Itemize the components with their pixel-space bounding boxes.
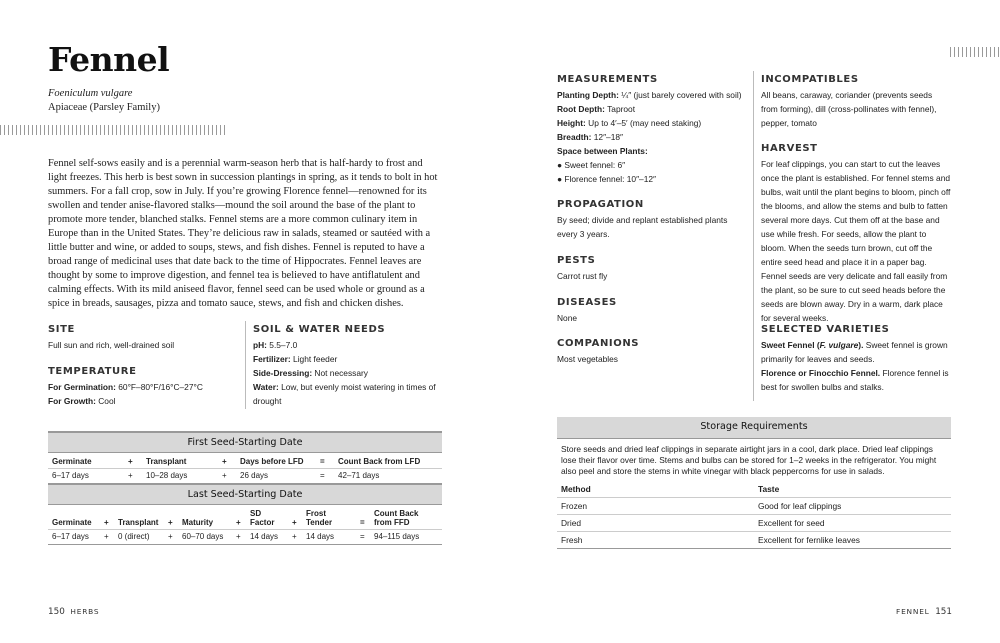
companions-text: Most vegetables — [557, 354, 618, 364]
root-depth-value: Taproot — [604, 104, 636, 114]
planting-depth-label: Planting Depth: — [557, 90, 619, 100]
variety-name: Sweet Fennel ( — [761, 340, 820, 350]
table-row — [557, 531, 951, 549]
table-header: + — [168, 518, 173, 527]
side-dressing-label: Side-Dressing: — [253, 368, 313, 378]
harvest-text: For leaf clippings, you can start to cut the leaves once the plant is established. For fennel stems and bulbs, wait until the plant begins to bloom, pinch off the blooms, and allow the stems and bulb to fatten several more days. Cut them off at the base and use while fresh. For seeds, allow the plant to bloom. When the seeds turn brown, cut off the entire seed head and place it in a paper bag. Fennel seeds are very delicate and fall easily from the plant, so be sure to cut seed heads before the seeds are blown away. Dry in a warm, dark place for several weeks. — [761, 159, 951, 323]
plant-family: Apiaceae (Parsley Family) — [48, 102, 160, 113]
variety-sweet-fennel — [761, 338, 951, 366]
spacing-label: Space between Plants: — [557, 146, 648, 156]
table-header: + — [292, 518, 297, 527]
running-section: FENNEL — [896, 607, 930, 616]
table-cell: + — [218, 468, 236, 483]
side-dressing-value: Not necessary — [312, 368, 368, 378]
incompatibles-text: All beans, caraway, coriander (prevents seeds from forming), dill (cross-pollinates with fennel), pepper, tomato — [761, 90, 937, 128]
table-header: SD Factor — [250, 509, 275, 527]
table-cell: 94–115 days — [370, 529, 442, 545]
table-header: Days before LFD — [240, 457, 304, 466]
page-number: 151 — [935, 607, 952, 617]
table-cell: 26 days — [236, 468, 316, 483]
table-header: Germinate — [52, 518, 92, 527]
soil-text — [253, 338, 441, 408]
table-cell: + — [100, 529, 114, 545]
page-number: 150 — [48, 607, 65, 617]
taste-cell: Excellent for fernlike leaves — [758, 535, 860, 545]
tick-ornament-right — [950, 47, 1000, 57]
variety-florence-fennel — [761, 366, 951, 394]
last-seed-table — [48, 483, 442, 545]
companions-heading: COMPANIONS — [557, 338, 640, 349]
variety-latin: F. vulgare — [819, 340, 859, 350]
table-cell: 0 (direct) — [114, 529, 164, 545]
harvest-heading: HARVEST — [761, 143, 818, 154]
growth-label: For Growth: — [48, 396, 96, 406]
folio-left — [48, 607, 99, 617]
pests-text: Carrot rust fly — [557, 271, 608, 281]
varieties-text — [761, 338, 951, 394]
table-cell: 14 days — [302, 529, 356, 545]
soil-heading: SOIL & WATER NEEDS — [253, 324, 386, 335]
taste-cell: Excellent for seed — [758, 518, 825, 528]
taste-header: Taste — [758, 484, 780, 494]
method-header: Method — [561, 484, 591, 494]
root-depth-label: Root Depth: — [557, 104, 605, 114]
bullet-icon: ● — [557, 160, 563, 170]
spacing-text: Sweet fennel: 6″ — [564, 160, 626, 170]
bullet-icon: ● — [557, 174, 563, 184]
table-header: Maturity — [182, 518, 214, 527]
table-cell: + — [288, 529, 302, 545]
table-header: = — [320, 457, 325, 466]
site-text: Full sun and rich, well-drained soil — [48, 340, 175, 350]
storage-title: Storage Requirements — [557, 417, 951, 439]
growth-value: Cool — [95, 396, 116, 406]
column-divider — [245, 321, 246, 409]
germination-label: For Germination: — [48, 382, 116, 392]
storage-text: Store seeds and dried leaf clippings in separate airtight jars in a cool, dark place. Dried leaf clippings lose their flavor over time. Stems and bulbs can be stored for 1–2 weeks in the refrigerator. You might also peel and store the stems in white vinegar with black peppercorns for use in salads. — [561, 444, 937, 476]
variety-name-close: ). — [858, 340, 864, 350]
table-header: Count Back from LFD — [338, 457, 421, 466]
water-label: Water: — [253, 382, 279, 392]
diseases-text: None — [557, 313, 578, 323]
spacing-text: Florence fennel: 10″–12″ — [564, 174, 656, 184]
measurements-text — [557, 88, 749, 186]
storage-table — [557, 417, 951, 549]
table-cell: 6–17 days — [48, 529, 100, 545]
table-header: = — [360, 518, 365, 527]
table-header: Transplant — [146, 457, 187, 466]
variety-name: Florence or Finocchio Fennel. — [761, 368, 881, 378]
table-header: + — [222, 457, 227, 466]
table-cell: 42–71 days — [334, 468, 442, 483]
table-header: Germinate — [52, 457, 92, 466]
breadth-value: 12″–18″ — [591, 132, 623, 142]
propagation-heading: PROPAGATION — [557, 199, 644, 210]
table-cell: 60–70 days — [178, 529, 232, 545]
method-cell: Frozen — [561, 501, 588, 511]
diseases-heading: DISEASES — [557, 297, 617, 308]
table-header-row — [557, 481, 951, 497]
table-cell: 10–28 days — [142, 468, 218, 483]
height-value: Up to 4′–5′ (may need staking) — [585, 118, 702, 128]
variety-desc: Florence fennel is best for swollen bulbs and stalks. — [761, 368, 949, 392]
last-seed-title: Last Seed-Starting Date — [48, 483, 442, 505]
table-cell: = — [356, 529, 370, 545]
height-label: Height: — [557, 118, 586, 128]
variety-desc: Sweet fennel is grown primarily for leaves and seeds. — [761, 340, 948, 364]
latin-name: Foeniculum vulgare — [48, 88, 133, 99]
page-title: Fennel — [48, 40, 170, 79]
table-cell: = — [316, 468, 334, 483]
method-cell: Dried — [561, 518, 582, 528]
temperature-heading: TEMPERATURE — [48, 366, 137, 377]
site-heading: SITE — [48, 324, 75, 335]
planting-depth-value: ¼″ (just barely covered with soil) — [618, 90, 742, 100]
temperature-text — [48, 380, 243, 408]
intro-paragraph: Fennel self-sows easily and is a perennial warm-season herb that is half-hardy to frost and light freezes. This herb is best sown in succession plantings in spring, as it tends to bolt in hot summers. For a fall crop, sow in July. If you’re growing Florence fennel—renowned for its swollen and tender anise-flavored stalks—mound the soil around the base of the plant to promote more tender, blanched stalks. Fennel stems are a more common culinary item in Europe than in the United States. They’re delicious raw in salads, steamed or sautéed with a little butter and wine, or added to soups, stews, and fish dishes. Fennel is reputed to have a broad range of medicinal uses that date back to the time of Hippocrates. Fennel leaves are thought by some to improve digestion, and fennel tea is believed to have antiflatulent and calming effects. With its mild aniseed flavor, fennel seed can be used whole or ground as a spice in breads, sausages, pizza and tomato sauce, stews, and fish and chicken dishes. — [48, 158, 438, 309]
ph-value: 5.5–7.0 — [266, 340, 298, 350]
table-cell: 6–17 days — [48, 468, 124, 483]
first-seed-title: First Seed-Starting Date — [48, 431, 442, 453]
spacing-item — [557, 172, 749, 186]
spacing-item — [557, 158, 749, 172]
ph-label: pH: — [253, 340, 267, 350]
table-row — [557, 514, 951, 531]
germination-value: 60°F–80°F/16°C–27°C — [115, 382, 203, 392]
water-value: Low, but evenly moist watering in times of drought — [253, 382, 436, 406]
taste-cell: Good for leaf clippings — [758, 501, 842, 511]
table-header: + — [236, 518, 241, 527]
table-header: Transplant — [118, 518, 159, 527]
incompatibles-heading: INCOMPATIBLES — [761, 74, 859, 85]
running-section: HERBS — [70, 607, 100, 616]
table-cell: + — [124, 468, 142, 483]
table-cell: + — [232, 529, 246, 545]
table-header: + — [104, 518, 109, 527]
tick-ornament-left — [0, 125, 225, 135]
table-header: + — [128, 457, 133, 466]
first-seed-table — [48, 431, 442, 483]
breadth-label: Breadth: — [557, 132, 592, 142]
table-cell: + — [164, 529, 178, 545]
fertilizer-value: Light feeder — [290, 354, 338, 364]
table-header: Frost Tender — [306, 509, 333, 527]
fertilizer-label: Fertilizer: — [253, 354, 291, 364]
table-row — [557, 497, 951, 514]
varieties-heading: SELECTED VARIETIES — [761, 324, 890, 335]
table-cell: 14 days — [246, 529, 288, 545]
table-header: Count Back from FFD — [374, 509, 419, 527]
column-divider — [753, 71, 754, 401]
folio-right — [896, 607, 952, 617]
method-cell: Fresh — [561, 535, 583, 545]
propagation-text: By seed; divide and replant established plants every 3 years. — [557, 215, 728, 239]
measurements-heading: MEASUREMENTS — [557, 74, 658, 85]
pests-heading: PESTS — [557, 255, 596, 266]
